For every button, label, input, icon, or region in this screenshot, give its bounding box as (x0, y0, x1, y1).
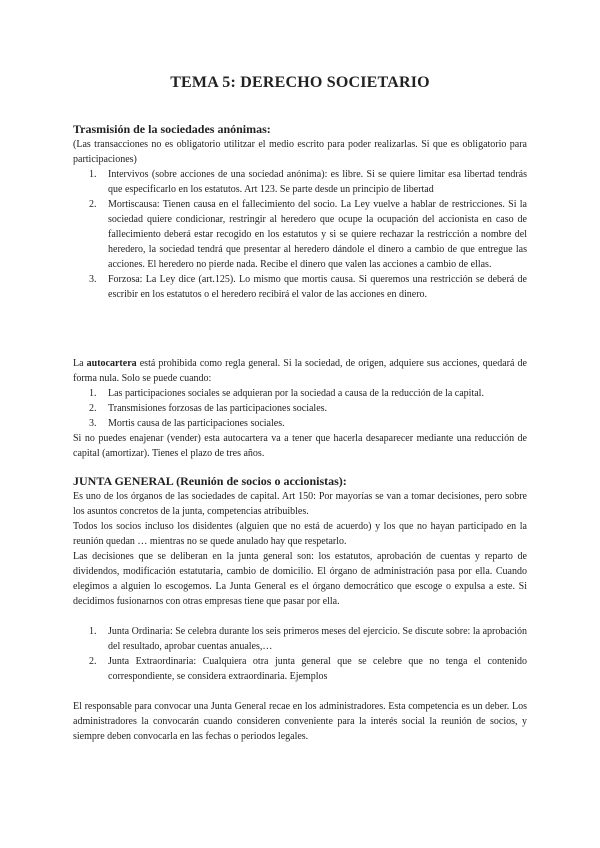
autocartera-lead (73, 356, 527, 386)
list-item (73, 386, 527, 401)
section-autocartera (73, 356, 527, 461)
list-number: 2. (89, 656, 97, 667)
transmision-list (73, 167, 527, 302)
list-text: Las participaciones sociales se adquieran por la sociedad a causa de la reducción de la capital. (108, 388, 484, 399)
section-transmision (73, 122, 527, 302)
list-number: 3. (89, 418, 97, 429)
junta-paragraph-3: Las decisiones que se deliberan en la junta general son: los estatutos, aprobación de cuentas y reparto de dividendos, modificación estatutaria, cambio de domicilio. El órgano de administración pasa por ella. Cuando elegimos a alguien lo escogemos. La Junta General es el órgano democrático que escoge o expulsa a este. Si decidimos fusionarnos con otras empresas tiene que pasar por ella. (73, 551, 527, 607)
list-text: Mortiscausa: Tienen causa en el fallecimiento del socio. La Ley vuelve a hablar de restricciones. Si la sociedad quiere condicionar, restringir al heredero que ocupe la ocupación del accionista en caso de fallecimiento deberá estar recogido en los estatutos y si se quiere rechazar la restricción a nombre del heredero, la sociedad tendrá que presentar al heredero dándole el dinero a cambio de que entregue las acciones. El heredero no pierde nada. Recibe el dinero que valen las acciones a cambio de ellas. (108, 199, 527, 270)
section-junta-general (73, 474, 527, 744)
list-item (73, 272, 527, 302)
list-item (73, 197, 527, 272)
lead-text: está prohibida como regla general. Si la sociedad, de origen, adquiere sus acciones, quedará de forma nula. Solo se puede cuando: (73, 358, 527, 384)
autocartera-term: autocartera (86, 358, 137, 369)
list-text: Junta Ordinaria: Se celebra durante los seis primeros meses del ejercicio. Se discute sobre: la aprobación del resultado, aprobar cuentas anuales,… (108, 626, 527, 652)
list-number: 1. (89, 626, 97, 637)
list-text: Intervivos (sobre acciones de una sociedad anónima): es libre. Si se quiere limitar esa libertad tendrás que especificarlo en los estatutos. Art 123. Se parte desde un principio de libertad (108, 169, 527, 195)
list-number: 1. (89, 169, 97, 180)
autocartera-list (73, 386, 527, 431)
page-title: TEMA 5: DERECHO SOCIETARIO (170, 74, 430, 91)
junta-list (73, 624, 527, 684)
junta-paragraph-1: Es uno de los órganos de las sociedades de capital. Art 150: Por mayorías se van a tomar decisiones, pero sobre los asuntos concretos de la junta, competencias atribuibles. (73, 491, 527, 517)
lead-text: La (73, 358, 87, 369)
section-heading-transmision: Trasmisión de la sociedades anónimas: (73, 122, 271, 136)
list-text: Forzosa: La Ley dice (art.125). Lo mismo que mortis causa. Si queremos una restricción se deberá de escribir en los estatutos o el heredero recibirá el valor de las acciones en dinero. (108, 274, 527, 300)
junta-paragraph-4: El responsable para convocar una Junta General recae en los administradores. Esta competencia es un deber. Los administradores la convocarán cuando consideren conveniente para la interés social la reunión de socios, y siempre deben convocarla en las fechas o periodos legales. (73, 701, 527, 742)
list-number: 1. (89, 388, 97, 399)
list-item (73, 416, 527, 431)
list-item (73, 167, 527, 197)
list-number: 2. (89, 199, 97, 210)
section-heading-junta: JUNTA GENERAL (Reunión de socios o accionistas): (73, 474, 347, 488)
list-number: 3. (89, 274, 97, 285)
transmision-intro: (Las transacciones no es obligatorio utilitzar el medio escrito para poder realizarlas. Si que es obligatorio para participaciones) (73, 139, 527, 165)
list-text: Transmisiones forzosas de las participaciones sociales. (108, 403, 328, 414)
list-text: Junta Extraordinaria: Cualquiera otra junta general que se celebre que no tenga el contenido correspondiente, se considera extraordinaria. Ejemplos (108, 656, 527, 682)
list-item (73, 654, 527, 684)
list-text: Mortis causa de las participaciones sociales. (108, 418, 285, 429)
junta-paragraph-2: Todos los socios incluso los disidentes (alguien que no está de acuerdo) y los que no hayan participado en la reunión quedan … mientras no se quede anulado hay que respetarlo. (73, 521, 527, 547)
list-number: 2. (89, 403, 97, 414)
list-item (73, 624, 527, 654)
list-item (73, 401, 527, 416)
autocartera-closing: Si no puedes enajenar (vender) esta autocartera va a tener que hacerla desaparecer mediante una reducción de capital (amortizar). Tienes el plazo de tres años. (73, 433, 527, 459)
